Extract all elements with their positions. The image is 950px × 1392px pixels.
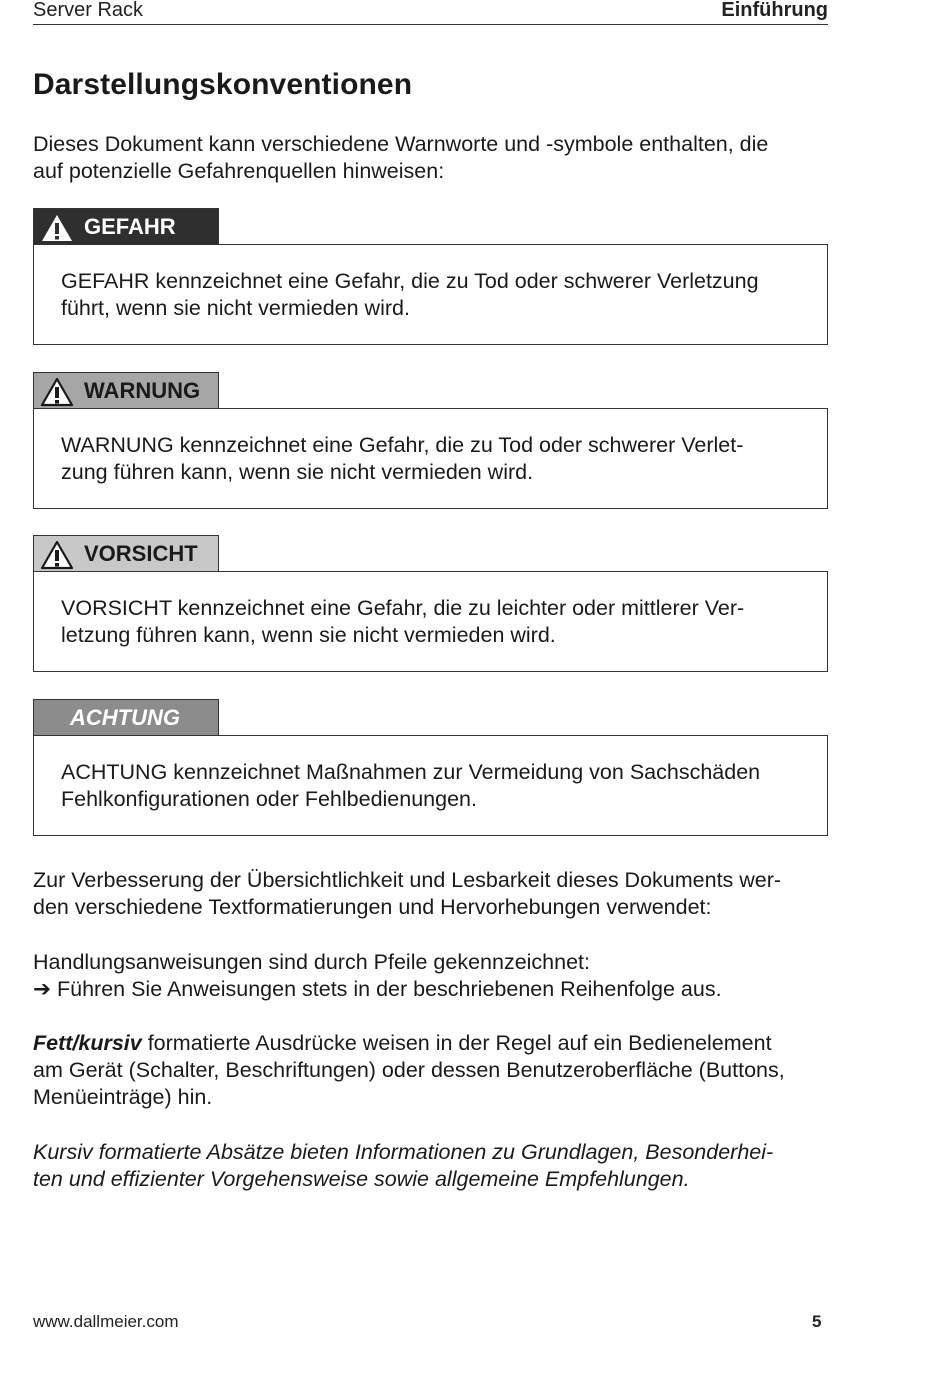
notice-tab xyxy=(33,535,219,571)
notice-tab xyxy=(33,372,219,408)
notice-line: zung führen kann, wenn sie nicht vermieden wird. xyxy=(61,460,534,484)
notice-tab xyxy=(33,699,219,735)
notice-text xyxy=(61,432,821,486)
notice-line: ACHTUNG kennzeichnet Maßnahmen zur Vermeidung von Sachschäden xyxy=(61,760,761,784)
text-line: Kursiv formatierte Absätze bieten Informationen zu Grundlagen, Besonderhei- xyxy=(33,1140,774,1164)
notice-line: VORSICHT kennzeichnet eine Gefahr, die zu leichter oder mittlerer Ver- xyxy=(61,596,745,620)
arrow-icon: ➔ xyxy=(33,977,52,1001)
text-line: Handlungsanweisungen sind durch Pfeile gekennzeichnet: xyxy=(33,950,590,974)
notice-line: Fehlkonfigurationen oder Fehlbedienungen. xyxy=(61,787,477,811)
notice-text xyxy=(61,268,821,322)
notice-label: WARNUNG xyxy=(84,378,201,403)
notice-line: GEFAHR kennzeichnet eine Gefahr, die zu Tod oder schwerer Verletzung xyxy=(61,269,759,293)
notice-line: letzung führen kann, wenn sie nicht vermieden wird. xyxy=(61,623,556,647)
notice-line: führt, wenn sie nicht vermieden wird. xyxy=(61,296,410,320)
italic-note-paragraph xyxy=(33,1139,833,1193)
instruction-example: Führen Sie Anweisungen stets in der beschriebenen Reihenfolge aus. xyxy=(51,977,722,1001)
notice-text xyxy=(61,759,821,813)
page-title: Darstellungskonventionen xyxy=(33,68,413,101)
page-number: 5 xyxy=(812,1312,822,1331)
notice-label: VORSICHT xyxy=(84,541,198,566)
bold-italic-paragraph xyxy=(33,1030,833,1111)
footer-url: www.dallmeier.com xyxy=(33,1312,179,1331)
text-line: formatierte Ausdrücke weisen in der Regel auf ein Bedienelement xyxy=(141,1031,772,1055)
notice-label: GEFAHR xyxy=(84,214,176,239)
text-line: ten und effizienter Vorgehensweise sowie allgemeine Empfehlungen. xyxy=(33,1167,690,1191)
notice-label: ACHTUNG xyxy=(70,705,180,730)
page-header xyxy=(33,0,828,25)
notice-line: WARNUNG kennzeichnet eine Gefahr, die zu Tod oder schwerer Verlet- xyxy=(61,433,744,457)
intro-line: Dieses Dokument kann verschiedene Warnworte und -symbole enthalten, die xyxy=(33,132,769,156)
text-line: den verschiedene Textformatierungen und Hervorhebungen verwendet: xyxy=(33,895,712,919)
notice-tab xyxy=(33,208,219,244)
notice-body xyxy=(33,244,828,345)
intro-paragraph xyxy=(33,131,833,185)
intro-line: auf potenzielle Gefahrenquellen hinweisen: xyxy=(33,159,445,183)
formatting-intro xyxy=(33,867,833,921)
warning-triangle-icon xyxy=(40,213,74,243)
warning-triangle-icon xyxy=(40,377,74,407)
instructions-paragraph xyxy=(33,949,833,1003)
text-line: Menüeinträge) hin. xyxy=(33,1085,213,1109)
text-line: Zur Verbesserung der Übersichtlichkeit und Lesbarkeit dieses Dokuments wer- xyxy=(33,868,782,892)
header-chapter: Einführung xyxy=(721,0,828,21)
header-product: Server Rack xyxy=(33,0,144,21)
notice-text xyxy=(61,595,821,649)
notice-body xyxy=(33,735,828,836)
notice-body xyxy=(33,571,828,672)
warning-triangle-icon xyxy=(40,540,74,570)
text-line: am Gerät (Schalter, Beschriftungen) oder dessen Benutzeroberfläche (Buttons, xyxy=(33,1058,785,1082)
bold-italic-term: Fett/kursiv xyxy=(33,1031,142,1055)
notice-body xyxy=(33,408,828,509)
